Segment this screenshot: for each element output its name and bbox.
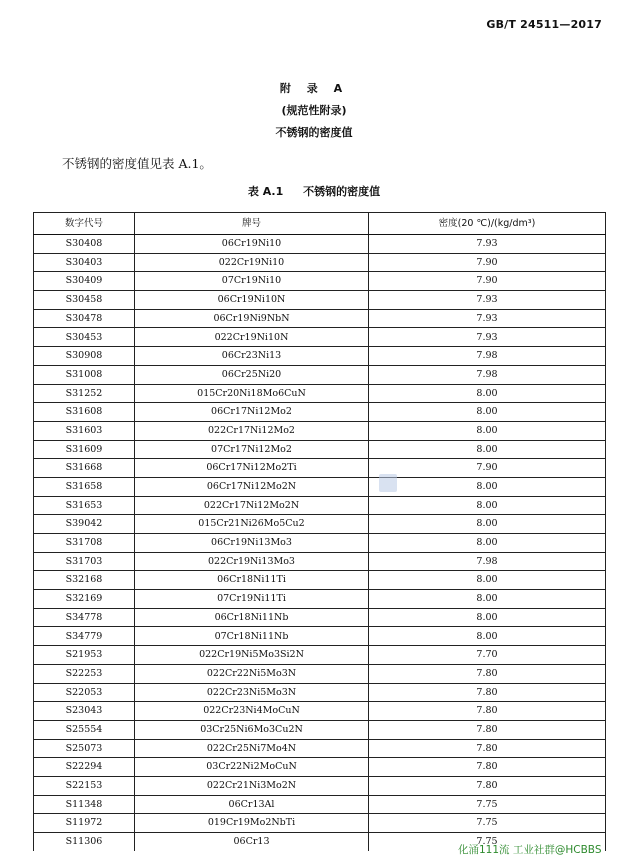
cell-grade: 06Cr17Ni12Mo2Ti bbox=[135, 459, 369, 478]
cell-grade: 022Cr19Ni10 bbox=[135, 253, 369, 272]
cell-grade: 015Cr21Ni26Mo5Cu2 bbox=[135, 515, 369, 534]
cell-density: 8.00 bbox=[369, 440, 606, 459]
cell-code: S31703 bbox=[34, 552, 135, 571]
table-row bbox=[34, 758, 606, 777]
cell-density: 8.00 bbox=[369, 515, 606, 534]
intro-text: 不锈钢的密度值见表 A.1。 bbox=[62, 156, 212, 171]
table-row bbox=[34, 291, 606, 310]
table-row bbox=[34, 235, 606, 254]
cell-code: S32169 bbox=[34, 590, 135, 609]
table-row bbox=[34, 477, 606, 496]
cell-grade: 022Cr22Ni5Mo3N bbox=[135, 664, 369, 683]
cell-density: 8.00 bbox=[369, 384, 606, 403]
cell-density: 8.00 bbox=[369, 403, 606, 422]
cell-code: S30409 bbox=[34, 272, 135, 291]
table-row bbox=[34, 496, 606, 515]
cell-grade: 06Cr13Al bbox=[135, 795, 369, 814]
cell-code: S11348 bbox=[34, 795, 135, 814]
cell-density: 7.98 bbox=[369, 365, 606, 384]
table-title: 不锈钢的密度值 bbox=[303, 185, 381, 198]
cell-density: 7.70 bbox=[369, 646, 606, 665]
table-row bbox=[34, 328, 606, 347]
cell-density: 7.93 bbox=[369, 309, 606, 328]
cell-grade: 06Cr19Ni13Mo3 bbox=[135, 534, 369, 553]
cell-density: 7.93 bbox=[369, 291, 606, 310]
cell-grade: 06Cr18Ni11Ti bbox=[135, 571, 369, 590]
table-row bbox=[34, 590, 606, 609]
cell-code: S31708 bbox=[34, 534, 135, 553]
cell-density: 7.75 bbox=[369, 814, 606, 833]
table-header-row bbox=[34, 213, 606, 235]
table-row bbox=[34, 720, 606, 739]
cell-code: S25554 bbox=[34, 720, 135, 739]
table-row bbox=[34, 347, 606, 366]
cell-density: 8.00 bbox=[369, 477, 606, 496]
cell-density: 8.00 bbox=[369, 534, 606, 553]
cell-density: 7.98 bbox=[369, 552, 606, 571]
column-header-code: 数字代号 bbox=[34, 213, 135, 235]
cell-code: S31608 bbox=[34, 403, 135, 422]
cell-code: S31252 bbox=[34, 384, 135, 403]
cell-code: S31603 bbox=[34, 421, 135, 440]
cell-density: 8.00 bbox=[369, 421, 606, 440]
cell-code: S23043 bbox=[34, 702, 135, 721]
cell-code: S25073 bbox=[34, 739, 135, 758]
cell-grade: 06Cr23Ni13 bbox=[135, 347, 369, 366]
table-row bbox=[34, 384, 606, 403]
table-row bbox=[34, 253, 606, 272]
annex-type: (规范性附录) bbox=[281, 104, 347, 117]
table-row bbox=[34, 683, 606, 702]
cell-code: S31668 bbox=[34, 459, 135, 478]
cell-grade: 022Cr25Ni7Mo4N bbox=[135, 739, 369, 758]
table-body bbox=[34, 235, 606, 851]
cell-density: 7.80 bbox=[369, 776, 606, 795]
table-row bbox=[34, 440, 606, 459]
table-row bbox=[34, 814, 606, 833]
cell-code: S11972 bbox=[34, 814, 135, 833]
table-caption bbox=[0, 183, 628, 199]
cell-code: S22253 bbox=[34, 664, 135, 683]
table-row bbox=[34, 608, 606, 627]
cell-grade: 06Cr13 bbox=[135, 833, 369, 851]
cell-grade: 022Cr21Ni3Mo2N bbox=[135, 776, 369, 795]
cell-grade: 022Cr19Ni10N bbox=[135, 328, 369, 347]
cell-code: S30408 bbox=[34, 235, 135, 254]
table-row bbox=[34, 571, 606, 590]
table-row bbox=[34, 627, 606, 646]
cell-density: 7.90 bbox=[369, 253, 606, 272]
cell-grade: 015Cr20Ni18Mo6CuN bbox=[135, 384, 369, 403]
cell-grade: 022Cr23Ni4MoCuN bbox=[135, 702, 369, 721]
cell-density: 7.75 bbox=[369, 795, 606, 814]
cell-code: S31653 bbox=[34, 496, 135, 515]
cell-density: 7.98 bbox=[369, 347, 606, 366]
cell-code: S21953 bbox=[34, 646, 135, 665]
cell-density: 7.93 bbox=[369, 328, 606, 347]
table-row bbox=[34, 365, 606, 384]
cell-density: 7.80 bbox=[369, 758, 606, 777]
cell-code: S22294 bbox=[34, 758, 135, 777]
cell-code: S30908 bbox=[34, 347, 135, 366]
cell-grade: 019Cr19Mo2NbTi bbox=[135, 814, 369, 833]
cell-density: 8.00 bbox=[369, 571, 606, 590]
cell-density: 8.00 bbox=[369, 627, 606, 646]
cell-code: S30458 bbox=[34, 291, 135, 310]
cell-grade: 07Cr19Ni11Ti bbox=[135, 590, 369, 609]
cell-grade: 03Cr22Ni2MoCuN bbox=[135, 758, 369, 777]
cell-code: S31008 bbox=[34, 365, 135, 384]
watermark-text: 化涌111流 工业社群@HCBBS bbox=[458, 844, 602, 856]
standard-code: GB/T 24511—2017 bbox=[486, 18, 602, 31]
column-header-grade: 牌号 bbox=[135, 213, 369, 235]
table-row bbox=[34, 646, 606, 665]
cell-code: S31609 bbox=[34, 440, 135, 459]
cell-code: S32168 bbox=[34, 571, 135, 590]
cell-grade: 022Cr19Ni5Mo3Si2N bbox=[135, 646, 369, 665]
cell-density: 8.00 bbox=[369, 496, 606, 515]
cell-grade: 022Cr17Ni12Mo2 bbox=[135, 421, 369, 440]
cell-density: 8.00 bbox=[369, 590, 606, 609]
cell-density: 8.00 bbox=[369, 608, 606, 627]
cell-grade: 06Cr19Ni10N bbox=[135, 291, 369, 310]
density-table bbox=[33, 212, 606, 851]
cell-code: S30453 bbox=[34, 328, 135, 347]
table-row bbox=[34, 552, 606, 571]
cell-grade: 022Cr23Ni5Mo3N bbox=[135, 683, 369, 702]
cell-grade: 07Cr19Ni10 bbox=[135, 272, 369, 291]
cell-grade: 07Cr18Ni11Nb bbox=[135, 627, 369, 646]
cell-grade: 022Cr19Ni13Mo3 bbox=[135, 552, 369, 571]
cell-density: 7.90 bbox=[369, 272, 606, 291]
cell-density: 7.80 bbox=[369, 702, 606, 721]
cell-density: 7.80 bbox=[369, 683, 606, 702]
table-row bbox=[34, 664, 606, 683]
table-row bbox=[34, 272, 606, 291]
annex-title: 不锈钢的密度值 bbox=[275, 126, 353, 139]
cell-density: 7.80 bbox=[369, 720, 606, 739]
cell-density: 7.80 bbox=[369, 664, 606, 683]
cell-grade: 07Cr17Ni12Mo2 bbox=[135, 440, 369, 459]
cell-code: S39042 bbox=[34, 515, 135, 534]
cell-code: S34778 bbox=[34, 608, 135, 627]
table-row bbox=[34, 795, 606, 814]
cell-code: S30403 bbox=[34, 253, 135, 272]
cell-density: 7.93 bbox=[369, 235, 606, 254]
cell-code: S22153 bbox=[34, 776, 135, 795]
cell-grade: 03Cr25Ni6Mo3Cu2N bbox=[135, 720, 369, 739]
table-row bbox=[34, 776, 606, 795]
cell-grade: 06Cr19Ni9NbN bbox=[135, 309, 369, 328]
cell-code: S11306 bbox=[34, 833, 135, 851]
cell-grade: 06Cr18Ni11Nb bbox=[135, 608, 369, 627]
annex-heading: 附 录 A bbox=[279, 82, 349, 95]
cell-code: S34779 bbox=[34, 627, 135, 646]
table-number: 表 A.1 bbox=[247, 185, 284, 198]
cell-grade: 06Cr17Ni12Mo2 bbox=[135, 403, 369, 422]
column-header-density: 密度(20 ℃)/(kg/dm³) bbox=[369, 213, 606, 235]
cell-grade: 06Cr25Ni20 bbox=[135, 365, 369, 384]
cell-code: S31658 bbox=[34, 477, 135, 496]
table-row bbox=[34, 702, 606, 721]
cell-grade: 022Cr17Ni12Mo2N bbox=[135, 496, 369, 515]
table-row bbox=[34, 534, 606, 553]
table-row bbox=[34, 403, 606, 422]
watermark-logo bbox=[379, 474, 397, 492]
table-row bbox=[34, 515, 606, 534]
table-row bbox=[34, 459, 606, 478]
table-row bbox=[34, 309, 606, 328]
cell-code: S22053 bbox=[34, 683, 135, 702]
table-row bbox=[34, 739, 606, 758]
cell-grade: 06Cr17Ni12Mo2N bbox=[135, 477, 369, 496]
cell-density: 7.90 bbox=[369, 459, 606, 478]
cell-grade: 06Cr19Ni10 bbox=[135, 235, 369, 254]
cell-density: 7.80 bbox=[369, 739, 606, 758]
cell-density: 7.75 bbox=[369, 833, 606, 851]
cell-code: S30478 bbox=[34, 309, 135, 328]
table-row bbox=[34, 421, 606, 440]
